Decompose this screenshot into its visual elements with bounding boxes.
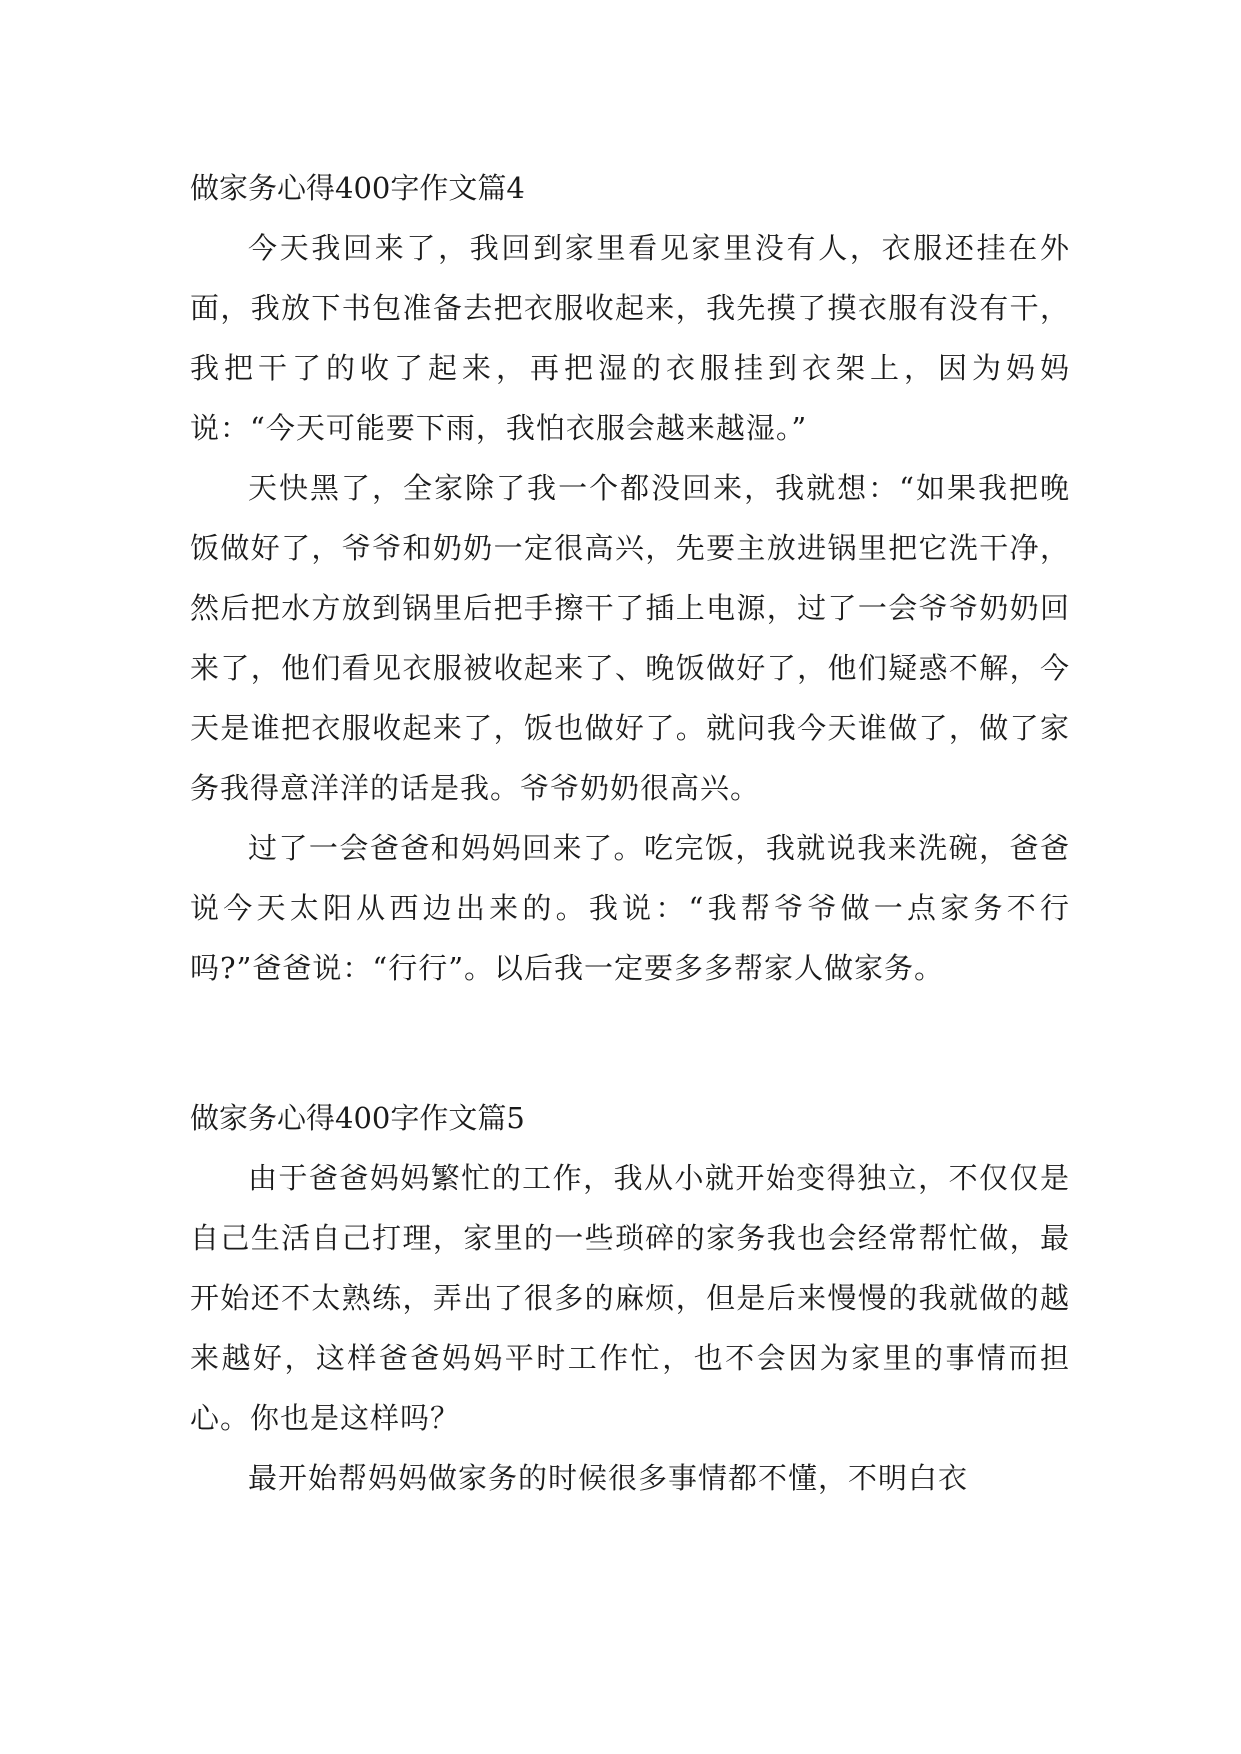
paragraph: 最开始帮妈妈做家务的时候很多事情都不懂，不明白衣 — [248, 1461, 969, 1495]
paragraph: 由于爸爸妈妈繁忙的工作，我从小就开始变得独立，不仅仅是自己生活自己打理，家里的一些琐碎的家务我也会经常帮忙做，最开始还不太熟练，弄出了很多的麻烦，但是后来慢慢的我就做的越来越好，这样爸爸妈妈平时工作忙，也不会因为家里的事情而担心。你也是这样吗？ — [190, 1161, 1070, 1435]
paragraph: 今天我回来了，我回到家里看见家里没有人，衣服还挂在外面，我放下书包准备去把衣服收起来，我先摸了摸衣服有没有干，我把干了的收了起来，再把湿的衣服挂到衣架上，因为妈妈说：“今天可能要下雨，我怕衣服会越来越湿。” — [190, 231, 1070, 445]
section-heading: 做家务心得400字作文篇5 — [190, 1101, 525, 1135]
paragraph: 天快黑了，全家除了我一个都没回来，我就想：“如果我把晚饭做好了，爷爷和奶奶一定很高兴，先要主放进锅里把它洗干净，然后把水方放到锅里后把手擦干了插上电源，过了一会爷爷奶奶回来了，他们看见衣服被收起来了、晚饭做好了，他们疑惑不解，今天是谁把衣服收起来了，饭也做好了。就问我今天谁做了，做了家务我得意洋洋的话是我。爷爷奶奶很高兴。 — [190, 471, 1070, 805]
essay-section-5 — [190, 1088, 1070, 1508]
paragraph: 过了一会爸爸和妈妈回来了。吃完饭，我就说我来洗碗，爸爸说今天太阳从西边出来的。我说：“我帮爷爷做一点家务不行吗?”爸爸说：“行行”。以后我一定要多多帮家人做家务。 — [190, 831, 1070, 985]
essay-section-4 — [190, 158, 1070, 998]
section-heading: 做家务心得400字作文篇4 — [190, 171, 525, 205]
document-page — [190, 158, 1070, 1508]
